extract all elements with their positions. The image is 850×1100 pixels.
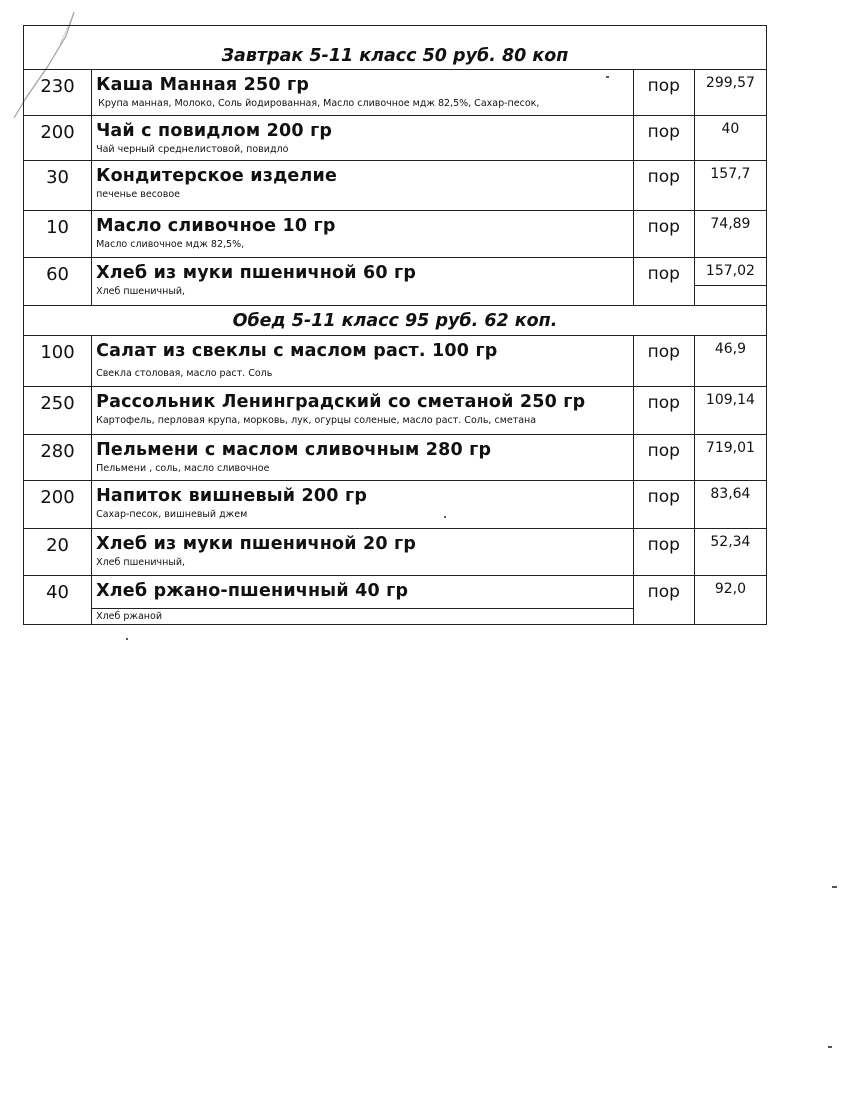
item-name: Напиток вишневый 200 гр (96, 486, 368, 506)
cell-divider (695, 285, 766, 286)
item-price: 299,57 (694, 70, 766, 116)
item-unit: пор (633, 211, 694, 258)
scan-speck (444, 516, 446, 518)
item-weight: 250 (24, 387, 92, 435)
item-price: 40 (694, 116, 766, 161)
menu-item-row (24, 576, 767, 625)
item-weight: 230 (24, 70, 92, 116)
item-ingredients: Сахар-песок, вишневый джем (96, 509, 248, 520)
item-ingredients: Картофель, перловая крупа, морковь, лук, огурцы соленые, масло раст. Соль, сметана (96, 415, 537, 426)
item-name-cell (92, 529, 634, 576)
item-ingredients: Хлеб пшеничный, (96, 286, 186, 297)
item-unit: пор (633, 435, 694, 481)
item-price: 157,7 (694, 161, 766, 211)
item-unit: пор (633, 70, 694, 116)
menu-item-row (24, 435, 767, 481)
item-name: Хлеб ржано-пшеничный 40 гр (96, 581, 409, 601)
item-name-cell (92, 576, 634, 625)
scan-speck (828, 1046, 832, 1048)
item-name: Масло сливочное 10 гр (96, 216, 336, 236)
scan-speck (832, 886, 837, 888)
item-name-cell (92, 387, 634, 435)
item-name: Каша Манная 250 гр (96, 75, 310, 95)
menu-item-row (24, 116, 767, 161)
item-ingredients: Хлеб ржаной (96, 611, 162, 622)
item-unit: пор (633, 116, 694, 161)
menu-item-row (24, 387, 767, 435)
scan-speck (606, 76, 609, 78)
breakfast-header-row (24, 26, 767, 70)
item-name: Салат из свеклы с маслом раст. 100 гр (96, 341, 498, 361)
item-name: Кондитерское изделие (96, 166, 338, 186)
item-weight: 20 (24, 529, 92, 576)
item-name: Хлеб из муки пшеничной 20 гр (96, 534, 417, 554)
item-ingredients: Масло сливочное мдж 82,5%, (96, 239, 245, 250)
cell-divider (92, 608, 633, 609)
item-name: Чай с повидлом 200 гр (96, 121, 333, 141)
item-ingredients: Хлеб пшеничный, (96, 557, 186, 568)
item-price: 74,89 (694, 211, 766, 258)
item-price: 719,01 (694, 435, 766, 481)
item-name-cell (92, 161, 634, 211)
item-weight: 100 (24, 336, 92, 387)
menu-table (23, 25, 767, 625)
item-name-cell (92, 258, 634, 306)
item-name-cell (92, 211, 634, 258)
item-price: 83,64 (694, 481, 766, 529)
menu-item-row (24, 70, 767, 116)
menu-item-row (24, 529, 767, 576)
item-weight: 200 (24, 116, 92, 161)
item-name: Рассольник Ленинградский со сметаной 250 гр (96, 392, 586, 412)
item-weight: 200 (24, 481, 92, 529)
item-price: 52,34 (694, 529, 766, 576)
item-unit: пор (633, 161, 694, 211)
item-unit: пор (633, 481, 694, 529)
item-weight: 10 (24, 211, 92, 258)
breakfast-title: Завтрак 5-11 класс 50 руб. 80 коп (24, 26, 767, 70)
item-unit: пор (633, 387, 694, 435)
item-weight: 30 (24, 161, 92, 211)
item-ingredients: Пельмени , соль, масло сливочное (96, 463, 270, 474)
item-price: 46,9 (694, 336, 766, 387)
item-unit: пор (633, 258, 694, 306)
item-ingredients: Крупа манная, Молоко, Соль йодированная, Масло сливочное мдж 82,5%, Сахар-песок, (98, 98, 540, 109)
item-unit: пор (633, 576, 694, 625)
item-ingredients: Свекла столовая, масло раст. Соль (96, 368, 273, 379)
item-weight: 40 (24, 576, 92, 625)
item-name: Хлеб из муки пшеничной 60 гр (96, 263, 417, 283)
item-price-cell (694, 258, 766, 306)
item-price: 157,02 (705, 263, 755, 279)
item-name-cell (92, 435, 634, 481)
item-unit: пор (633, 336, 694, 387)
menu-item-row (24, 258, 767, 306)
item-name-cell (92, 481, 634, 529)
menu-item-row (24, 161, 767, 211)
lunch-title: Обед 5-11 класс 95 руб. 62 коп. (24, 306, 767, 336)
item-unit: пор (633, 529, 694, 576)
item-weight: 60 (24, 258, 92, 306)
lunch-header-row (24, 306, 767, 336)
item-ingredients: Чай черный среднелистовой, повидло (96, 144, 289, 155)
item-name-cell (92, 116, 634, 161)
item-weight: 280 (24, 435, 92, 481)
item-price: 109,14 (694, 387, 766, 435)
item-name-cell (92, 336, 634, 387)
item-price: 92,0 (694, 576, 766, 625)
item-name: Пельмени с маслом сливочным 280 гр (96, 440, 492, 460)
menu-item-row (24, 481, 767, 529)
menu-item-row (24, 336, 767, 387)
item-ingredients: печенье весовое (96, 189, 181, 200)
scan-speck (126, 638, 128, 640)
menu-item-row (24, 211, 767, 258)
item-name-cell (92, 70, 634, 116)
